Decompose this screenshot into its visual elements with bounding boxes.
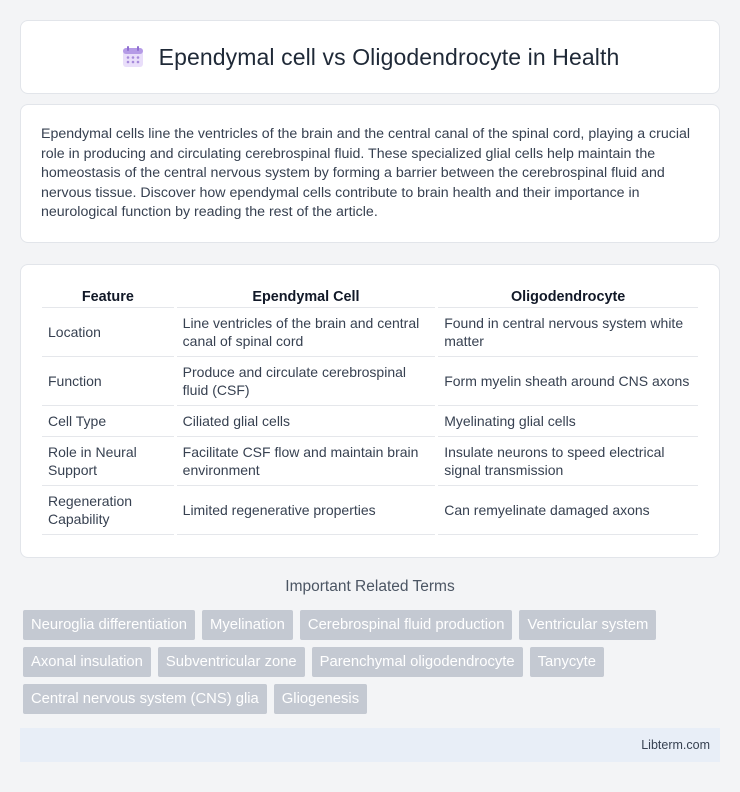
table-cell: Ciliated glial cells: [177, 406, 436, 437]
table-cell: Myelinating glial cells: [438, 406, 698, 437]
table-row: [42, 437, 698, 486]
table-cell: Line ventricles of the brain and central canal of spinal cord: [177, 308, 436, 357]
tag-gliogenesis[interactable]: Gliogenesis: [274, 684, 367, 714]
column-header-oligodendrocyte: Oligodendrocyte: [438, 285, 698, 308]
footer: [20, 728, 720, 762]
table-cell: Location: [42, 308, 174, 357]
table-cell: Form myelin sheath around CNS axons: [438, 357, 698, 406]
tag-cerebrospinal-fluid-production[interactable]: Cerebrospinal fluid production: [300, 610, 513, 640]
table-row: [42, 308, 698, 357]
page-title: Ependymal cell vs Oligodendrocyte in Health: [158, 43, 620, 70]
column-header-ependymal: Ependymal Cell: [177, 285, 436, 308]
tag-myelination[interactable]: Myelination: [202, 610, 293, 640]
table-row: [42, 406, 698, 437]
table-cell: Cell Type: [42, 406, 174, 437]
comparison-table-card: [20, 264, 720, 558]
column-header-feature: Feature: [42, 285, 174, 308]
table-cell: Role in Neural Support: [42, 437, 174, 486]
table-row: [42, 357, 698, 406]
tag-axonal-insulation[interactable]: Axonal insulation: [23, 647, 151, 677]
intro-text: Ependymal cells line the ventricles of the brain and the central canal of the spinal cord, playing a crucial role in producing and circulating cerebrospinal fluid. These specialized glial cells help maintain the homeostasis of the central nervous system by forming a barrier between the cerebrospinal fluid and nervous tissue. Discover how ependymal cells contribute to brain health and their importance in neurological function by reading the rest of the article.: [41, 126, 691, 221]
related-terms-tags: [23, 610, 723, 721]
table-cell: Function: [42, 357, 174, 406]
table-cell: Produce and circulate cerebrospinal fluid (CSF): [177, 357, 436, 406]
table-cell: Limited regenerative properties: [177, 486, 436, 535]
tag-tanycyte[interactable]: Tanycyte: [530, 647, 604, 677]
table-row: [42, 486, 698, 535]
footer-site-link[interactable]: Libterm.com: [641, 738, 710, 752]
table-cell: Insulate neurons to speed electrical signal transmission: [438, 437, 698, 486]
comparison-table: [42, 285, 698, 535]
table-cell: Found in central nervous system white matter: [438, 308, 698, 357]
table-header-row: [42, 285, 698, 308]
header-card: [20, 20, 720, 94]
tag-neuroglia-differentiation[interactable]: Neuroglia differentiation: [23, 610, 195, 640]
tag-ventricular-system[interactable]: Ventricular system: [519, 610, 656, 640]
tag-cns-glia[interactable]: Central nervous system (CNS) glia: [23, 684, 267, 714]
related-terms-title: Important Related Terms: [285, 578, 455, 595]
table-cell: Can remyelinate damaged axons: [438, 486, 698, 535]
intro-card: [20, 104, 720, 243]
tag-parenchymal-oligodendrocyte[interactable]: Parenchymal oligodendrocyte: [312, 647, 523, 677]
calendar-icon: [121, 45, 145, 69]
table-cell: Facilitate CSF flow and maintain brain environment: [177, 437, 436, 486]
table-cell: Regeneration Capability: [42, 486, 174, 535]
tag-subventricular-zone[interactable]: Subventricular zone: [158, 647, 305, 677]
title-wrap: [121, 44, 620, 71]
